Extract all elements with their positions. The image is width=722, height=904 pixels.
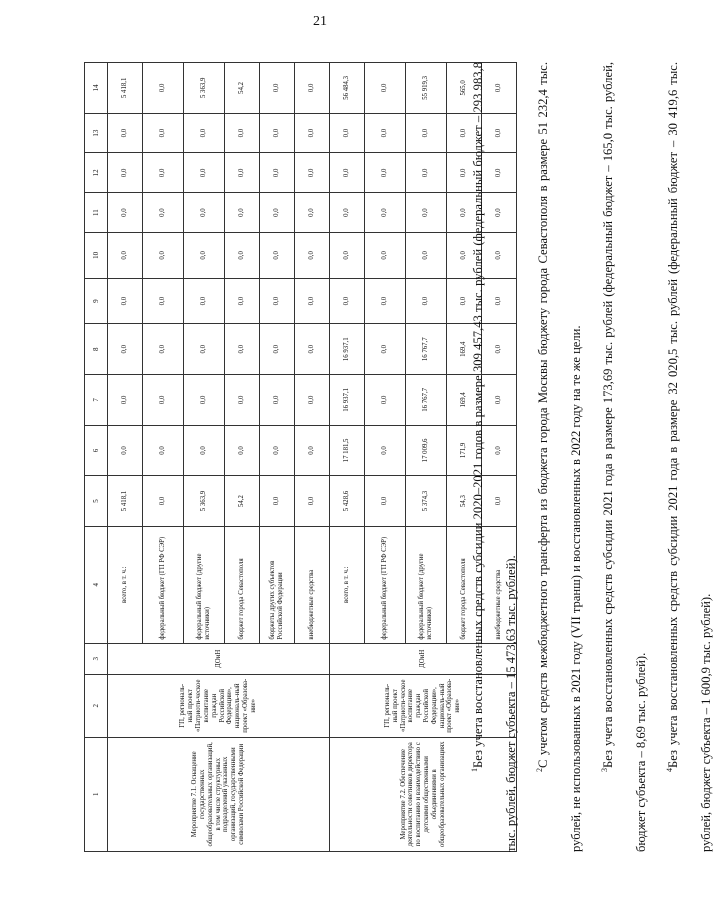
value-cell: 0,0 <box>330 232 365 278</box>
value-cell: 56 484,3 <box>330 63 365 114</box>
value-cell: 17 181,5 <box>330 425 365 476</box>
value-cell: 0,0 <box>225 375 260 426</box>
footnote-4: $^4$Без учета восстановленных средств субсидии 2021 года в размере 32 020,5 тыс. рублей (федеральный бюджет – 30 419,6 тыс. рублей, бюджет субъекта – 1 600,9 тыс. рублей). <box>664 62 713 852</box>
value-cell: 0,0 <box>225 278 260 324</box>
value-cell: 0,0 <box>406 232 447 278</box>
value-cell: 0,0 <box>295 375 330 426</box>
value-cell: 16 937,1 <box>330 375 365 426</box>
funding-source-cell: федеральный бюджет (другие источники) <box>406 526 447 643</box>
footnote-3: $^3$Без учета восстановленных средств субсидии 2021 года в размере 173,69 тыс. рублей (федеральный бюджет – 165,0 тыс. рублей, бюджет субъекта – 8,69 тыс. рублей). <box>599 62 648 852</box>
value-cell: 0,0 <box>447 193 482 233</box>
header-cell: 11 <box>85 193 108 233</box>
value-cell: 0,0 <box>184 375 225 426</box>
value-cell: 0,0 <box>295 63 330 114</box>
value-cell: 0,0 <box>482 278 517 324</box>
value-cell: 0,0 <box>482 232 517 278</box>
value-cell: 0,0 <box>482 324 517 375</box>
value-cell: 565,0 <box>447 63 482 114</box>
header-cell: 13 <box>85 113 108 153</box>
value-cell: 0,0 <box>108 425 143 476</box>
value-cell: 54,2 <box>225 63 260 114</box>
measure-cell: Мероприятие 7.1. Оснащение государственных общеобразовательных организаций, в том числе структурных подразделений указанных организаций, государственными символами Российской Федерации <box>108 737 330 851</box>
header-cell: 2 <box>85 674 108 737</box>
project-cell: ГП, региональ-ный проект «Патриоти-ческое воспитание граждан Российской Федерации», националь-ный проект «Образова-ние» <box>330 674 517 737</box>
value-cell: 0,0 <box>143 476 184 527</box>
value-cell: 0,0 <box>108 193 143 233</box>
value-cell: 0,0 <box>143 232 184 278</box>
value-cell: 0,0 <box>295 153 330 193</box>
value-cell: 0,0 <box>260 375 295 426</box>
value-cell: 55 919,3 <box>406 63 447 114</box>
value-cell: 54,3 <box>447 476 482 527</box>
value-cell: 0,0 <box>295 113 330 153</box>
value-cell: 0,0 <box>482 375 517 426</box>
value-cell: 0,0 <box>365 113 406 153</box>
executor-cell: ДОиН <box>108 643 330 674</box>
funding-source-cell: всего, в т. ч.: <box>330 526 365 643</box>
value-cell: 0,0 <box>108 153 143 193</box>
value-cell: 0,0 <box>365 476 406 527</box>
value-cell: 0,0 <box>365 324 406 375</box>
footnotes <box>462 62 722 852</box>
value-cell: 5 363,9 <box>184 476 225 527</box>
value-cell: 0,0 <box>184 232 225 278</box>
value-cell: 0,0 <box>295 193 330 233</box>
value-cell: 0,0 <box>260 113 295 153</box>
value-cell: 0,0 <box>260 278 295 324</box>
value-cell: 0,0 <box>260 232 295 278</box>
value-cell: 0,0 <box>482 476 517 527</box>
value-cell: 0,0 <box>295 278 330 324</box>
page-number: 21 <box>313 14 327 29</box>
measure-cell: Мероприятие 7.2. Обеспечение деятельности советников директора по воспитанию и взаимодействию с детскими общественными объединениями в общеобразовательных организациях <box>330 737 517 851</box>
value-cell: 0,0 <box>447 153 482 193</box>
value-cell: 0,0 <box>184 278 225 324</box>
header-cell: 7 <box>85 375 108 426</box>
value-cell: 0,0 <box>482 113 517 153</box>
value-cell: 0,0 <box>260 193 295 233</box>
value-cell: 0,0 <box>260 153 295 193</box>
value-cell: 5 428,6 <box>330 476 365 527</box>
value-cell: 0,0 <box>184 193 225 233</box>
value-cell: 0,0 <box>143 113 184 153</box>
value-cell: 5 374,3 <box>406 476 447 527</box>
value-cell: 0,0 <box>143 63 184 114</box>
value-cell: 0,0 <box>365 232 406 278</box>
header-cell: 1 <box>85 737 108 851</box>
project-cell: ГП, региональ-ный проект «Патриоти-ческое воспитание граждан Российской Федерации», националь-ный проект «Образова-ние» <box>108 674 330 737</box>
rotated-landscape-content <box>84 62 713 852</box>
value-cell: 0,0 <box>482 153 517 193</box>
header-cell: 3 <box>85 643 108 674</box>
value-cell: 0,0 <box>406 278 447 324</box>
funding-source-cell: бюджет города Севастополя <box>225 526 260 643</box>
value-cell: 0,0 <box>184 425 225 476</box>
value-cell: 0,0 <box>108 375 143 426</box>
value-cell: 0,0 <box>365 278 406 324</box>
value-cell: 0,0 <box>482 193 517 233</box>
value-cell: 5 418,1 <box>108 476 143 527</box>
value-cell: 0,0 <box>365 425 406 476</box>
value-cell: 0,0 <box>225 324 260 375</box>
value-cell: 0,0 <box>406 113 447 153</box>
value-cell: 0,0 <box>143 375 184 426</box>
value-cell: 0,0 <box>330 193 365 233</box>
header-cell: 6 <box>85 425 108 476</box>
value-cell: 0,0 <box>225 425 260 476</box>
table-row <box>108 63 143 852</box>
footnote-1: $^1$Без учета восстановленных средств субсидии 2020–2021 годов в размере 309 457,43 тыс. рублей (федеральный бюджет – 293 983,8 тыс. рублей, бюджет субъекта – 15 473,63 тыс. рублей). <box>469 62 518 852</box>
value-cell: 0,0 <box>295 425 330 476</box>
value-cell: 0,0 <box>447 278 482 324</box>
value-cell: 0,0 <box>260 425 295 476</box>
value-cell: 171,9 <box>447 425 482 476</box>
table-row <box>330 63 365 852</box>
value-cell: 0,0 <box>184 153 225 193</box>
value-cell: 0,0 <box>330 153 365 193</box>
value-cell: 0,0 <box>295 232 330 278</box>
value-cell: 169,4 <box>447 375 482 426</box>
value-cell: 0,0 <box>447 232 482 278</box>
value-cell: 54,2 <box>225 476 260 527</box>
value-cell: 0,0 <box>482 425 517 476</box>
value-cell: 0,0 <box>365 63 406 114</box>
funding-source-cell: бюджеты других субъектов Российской Федерации <box>260 526 295 643</box>
table-header-row <box>85 63 108 852</box>
value-cell: 0,0 <box>143 193 184 233</box>
value-cell: 0,0 <box>225 232 260 278</box>
value-cell: 0,0 <box>184 324 225 375</box>
header-cell: 12 <box>85 153 108 193</box>
value-cell: 0,0 <box>260 63 295 114</box>
value-cell: 0,0 <box>330 113 365 153</box>
value-cell: 0,0 <box>225 193 260 233</box>
funding-source-cell: бюджет города Севастополя <box>447 526 482 643</box>
value-cell: 0,0 <box>295 476 330 527</box>
header-cell: 5 <box>85 476 108 527</box>
footnote-2: $^2$С учетом средств межбюджетного трансферта из бюджета города Москвы бюджету города Севастополя в размере 51 232,4 тыс. рублей, не использованных в 2021 году (VII транш) и восстановленных в 2022 году на те же цели. <box>534 62 583 852</box>
budget-table <box>84 62 517 852</box>
value-cell: 0,0 <box>225 153 260 193</box>
value-cell: 0,0 <box>108 278 143 324</box>
value-cell: 16 937,1 <box>330 324 365 375</box>
value-cell: 0,0 <box>143 425 184 476</box>
value-cell: 16 767,7 <box>406 324 447 375</box>
header-cell: 8 <box>85 324 108 375</box>
value-cell: 0,0 <box>447 113 482 153</box>
header-cell: 10 <box>85 232 108 278</box>
value-cell: 0,0 <box>143 153 184 193</box>
value-cell: 0,0 <box>330 278 365 324</box>
value-cell: 5 363,9 <box>184 63 225 114</box>
header-cell: 4 <box>85 526 108 643</box>
value-cell: 0,0 <box>108 113 143 153</box>
funding-source-cell: всего, в т. ч.: <box>108 526 143 643</box>
value-cell: 0,0 <box>260 324 295 375</box>
value-cell: 0,0 <box>143 278 184 324</box>
value-cell: 0,0 <box>365 375 406 426</box>
header-cell: 9 <box>85 278 108 324</box>
value-cell: 16 767,7 <box>406 375 447 426</box>
value-cell: 5 418,1 <box>108 63 143 114</box>
funding-source-cell: федеральный бюджет (ГП РФ СЭР) <box>365 526 406 643</box>
value-cell: 0,0 <box>482 63 517 114</box>
value-cell: 0,0 <box>143 324 184 375</box>
value-cell: 0,0 <box>225 113 260 153</box>
funding-source-cell: внебюджетные средства <box>295 526 330 643</box>
value-cell: 0,0 <box>406 193 447 233</box>
value-cell: 0,0 <box>406 153 447 193</box>
value-cell: 0,0 <box>108 232 143 278</box>
funding-source-cell: федеральный бюджет (ГП РФ СЭР) <box>143 526 184 643</box>
value-cell: 0,0 <box>108 324 143 375</box>
executor-cell: ДОиН <box>330 643 517 674</box>
funding-source-cell: внебюджетные средства <box>482 526 517 643</box>
value-cell: 0,0 <box>184 113 225 153</box>
header-cell: 14 <box>85 63 108 114</box>
value-cell: 0,0 <box>295 324 330 375</box>
funding-source-cell: федеральный бюджет (другие источники) <box>184 526 225 643</box>
value-cell: 0,0 <box>260 476 295 527</box>
value-cell: 17 009,6 <box>406 425 447 476</box>
value-cell: 0,0 <box>365 153 406 193</box>
value-cell: 0,0 <box>365 193 406 233</box>
value-cell: 169,4 <box>447 324 482 375</box>
